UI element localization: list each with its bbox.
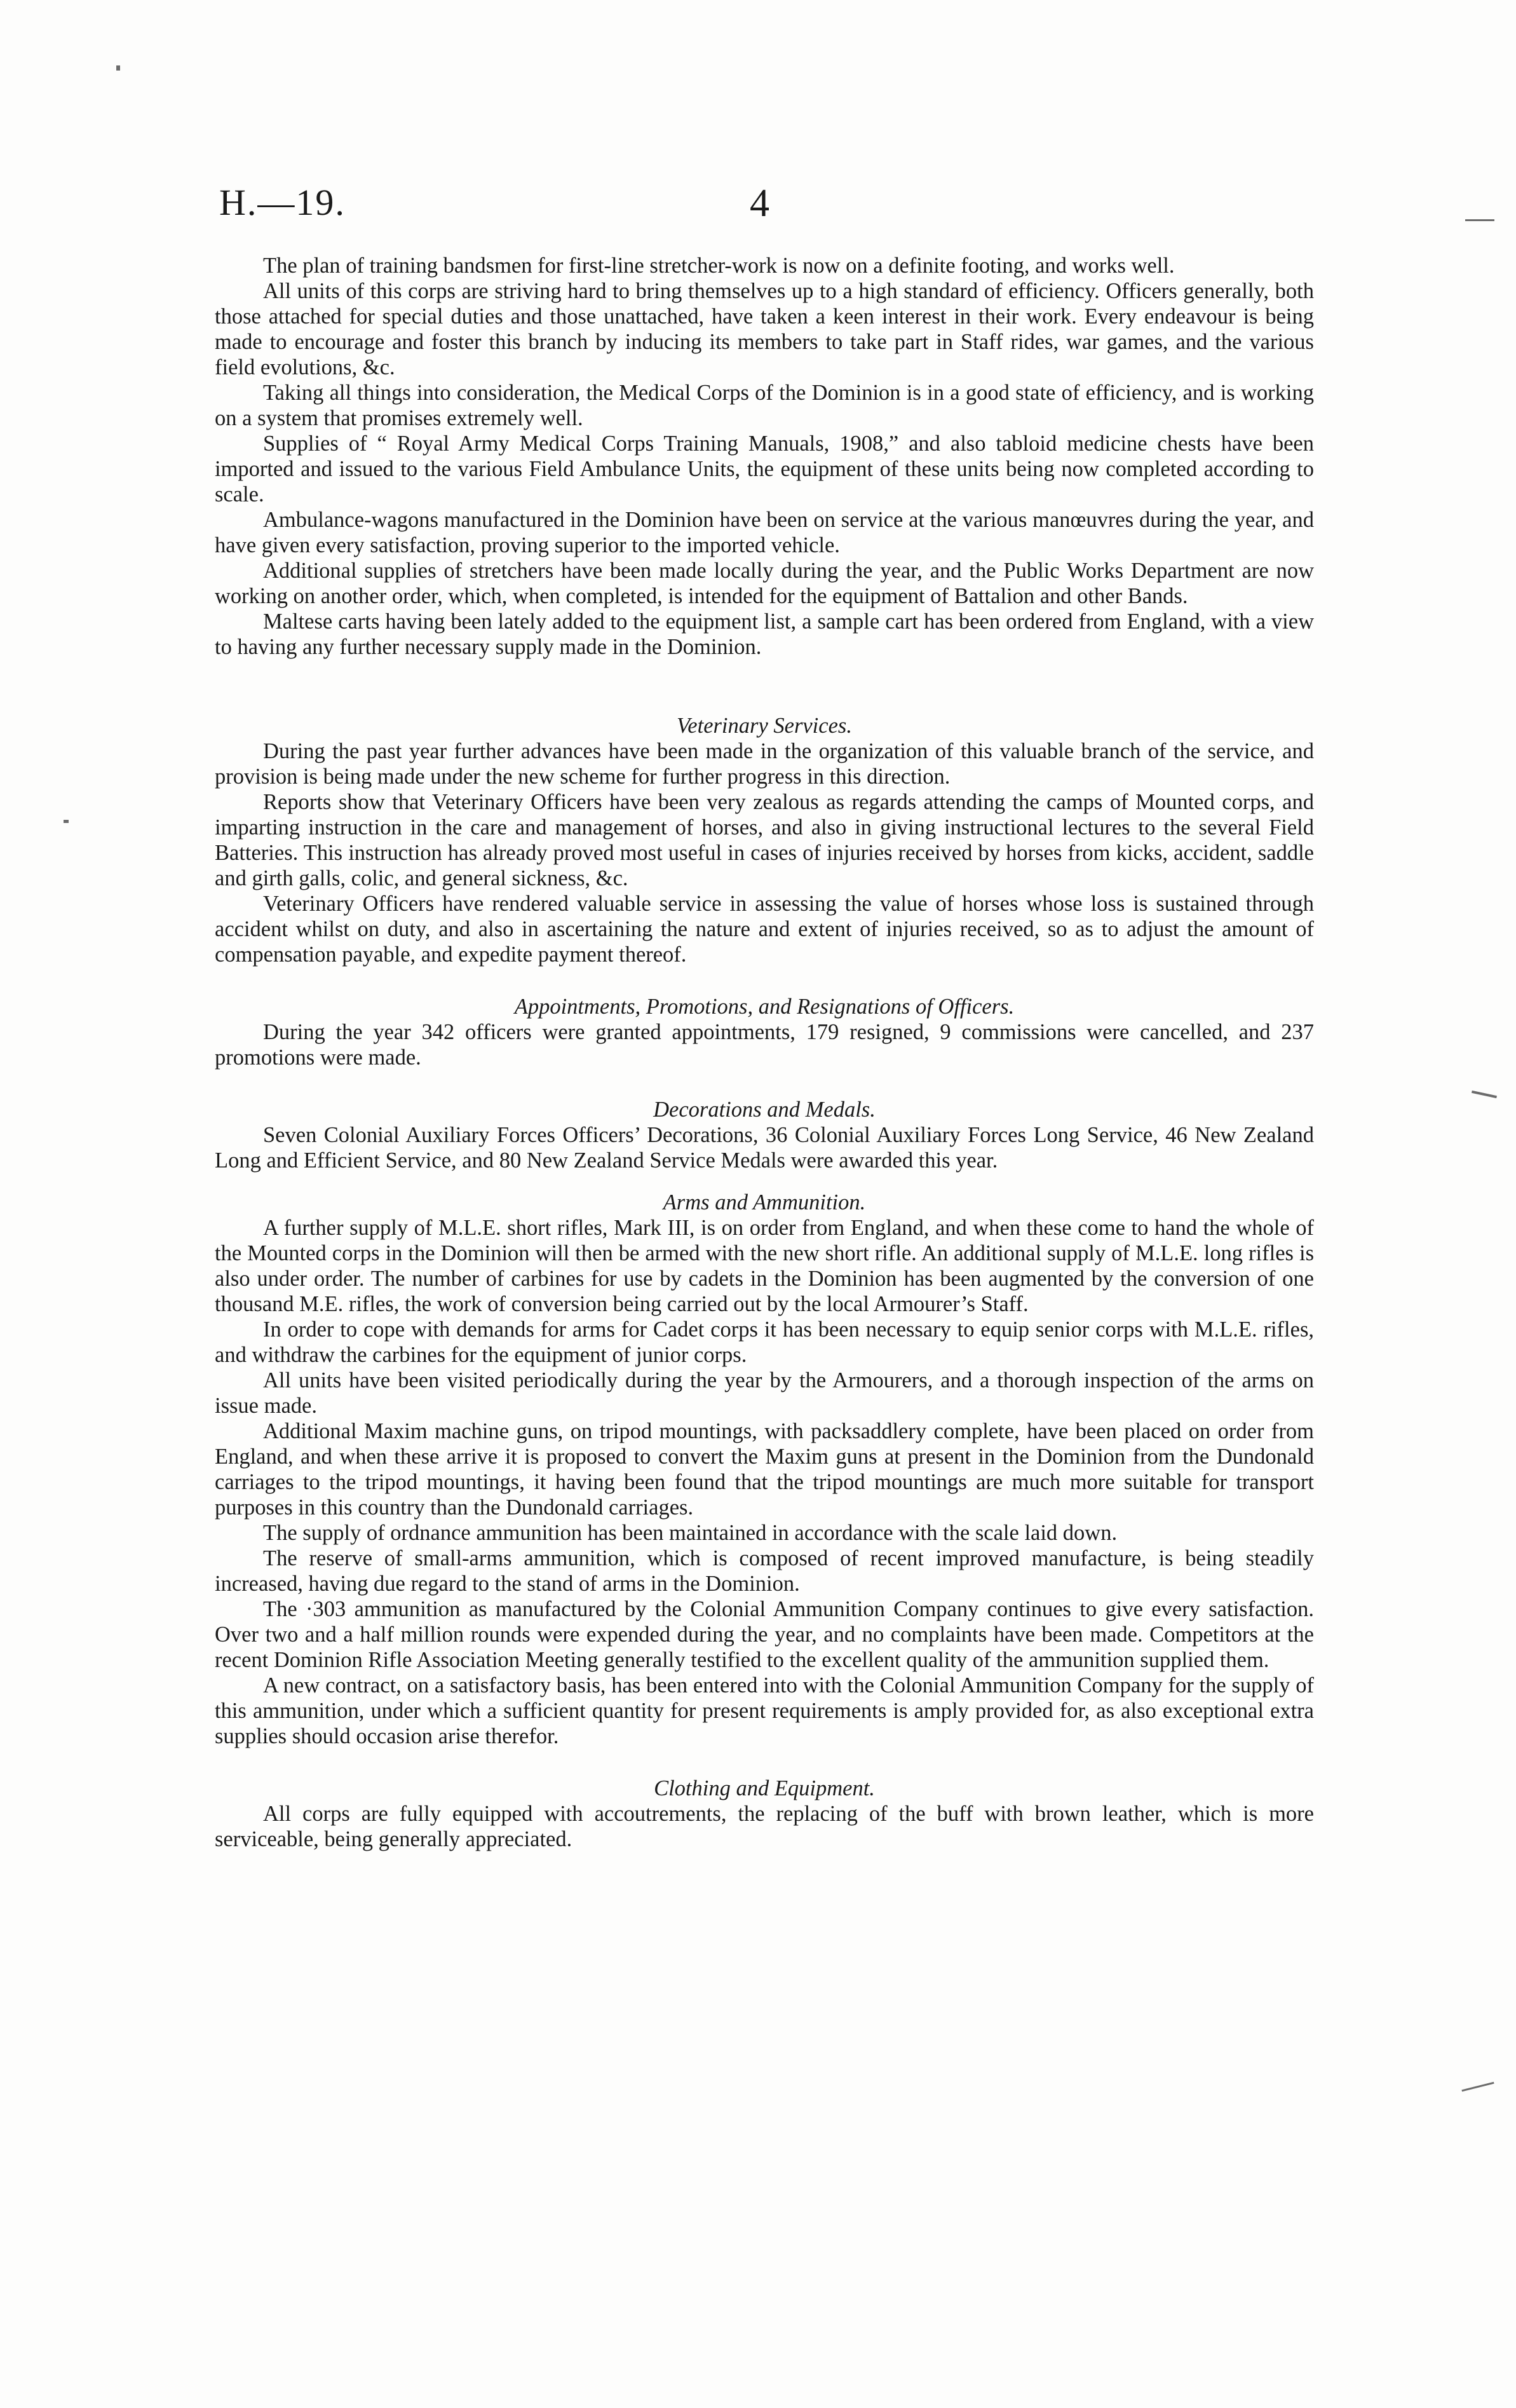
scan-mark bbox=[64, 820, 69, 823]
scan-mark bbox=[1465, 219, 1494, 221]
section-heading-appointments: Appointments, Promotions, and Resignations of Officers. bbox=[514, 995, 1015, 1019]
section-heading-arms: Arms and Ammunition. bbox=[663, 1190, 866, 1214]
paragraph: A new contract, on a satisfactory basis, has been entered into with the Colonial Ammunition Company for the supply of this ammunition, under which a sufficient quantity for present requirements is amply provided for, as also exceptional extra supplies should occasion arise therefor. bbox=[215, 1673, 1314, 1748]
section-heading-decorations: Decorations and Medals. bbox=[653, 1098, 876, 1122]
paragraph: The plan of training bandsmen for first-line stretcher-work is now on a definite footing, and works well. bbox=[263, 254, 1175, 278]
scan-mark bbox=[1472, 1091, 1497, 1098]
main-text bbox=[215, 253, 1314, 1852]
paragraph: Reports show that Veterinary Officers have been very zealous as regards attending the camps of Mounted corps, and imparting instruction in the care and management of horses, and also in giving instructional lectures to the several Field Batteries. This instruction has already proved most useful in cases of injuries received by horses from kicks, accident, saddle and girth galls, colic, and general sickness, &c. bbox=[215, 790, 1314, 890]
paragraph: A further supply of M.L.E. short rifles, Mark III, is on order from England, and when these come to hand the whole of the Mounted corps in the Dominion will then be armed with the new short rifle. An additional supply of M.L.E. long rifles is also under order. The number of carbines for use by cadets in the Dominion has been augmented by the conversion of one thousand M.E. rifles, the work of conversion being carried out by the local Armourer’s Staff. bbox=[215, 1216, 1314, 1316]
section-heading-clothing: Clothing and Equipment. bbox=[654, 1776, 875, 1800]
paragraph: Ambulance-wagons manufactured in the Dominion have been on service at the various manœuvres during the year, and have given every satisfaction, proving superior to the imported vehicle. bbox=[215, 508, 1314, 557]
paragraph: Maltese carts having been lately added to the equipment list, a sample cart has been ordered from England, with a view to having any further necessary supply made in the Dominion. bbox=[215, 609, 1314, 659]
paragraph: In order to cope with demands for arms for Cadet corps it has been necessary to equip senior corps with M.L.E. rifles, and withdraw the carbines for the equipment of junior corps. bbox=[215, 1317, 1314, 1367]
paragraph: Additional Maxim machine guns, on tripod mountings, with packsaddlery complete, have been placed on order from England, and when these arrive it is proposed to convert the Maxim guns at present in the Dominion from the Dundonald carriages to the tripod mountings, it having been found that the tripod mountings are much more suitable for transport purposes in this country than the Dundonald carriages. bbox=[215, 1419, 1314, 1520]
paragraph: All corps are fully equipped with accoutrements, the replacing of the buff with brown leather, which is more serviceable, being generally appreciated. bbox=[215, 1802, 1314, 1851]
paragraph: Additional supplies of stretchers have been made locally during the year, and the Public Works Department are now working on another order, which, when completed, is intended for the equipment of Battalion and other Bands. bbox=[215, 559, 1314, 608]
paragraph: Supplies of “ Royal Army Medical Corps Training Manuals, 1908,” and also tabloid medicine chests have been imported and issued to the various Field Ambulance Units, the equipment of these units being now completed according to scale. bbox=[215, 432, 1314, 507]
paragraph: During the year 342 officers were granted appointments, 179 resigned, 9 commissions were cancelled, and 237 promotions were made. bbox=[215, 1020, 1314, 1070]
page-number: 4 bbox=[750, 182, 769, 225]
paragraph: Veterinary Officers have rendered valuable service in assessing the value of horses whose loss is sustained through accident whilst on duty, and also in ascertaining the nature and extent of injuries received, so as to adjust the amount of compensation payable, and expedite payment thereof. bbox=[215, 892, 1314, 967]
paragraph: The ·303 ammunition as manufactured by the Colonial Ammunition Company continues to give every satisfaction. Over two and a half million rounds were expended during the year, and no complaints have been made. Competitors at the recent Dominion Rifle Association Meeting generally testified to the excellent quality of the ammunition supplied them. bbox=[215, 1597, 1314, 1672]
paragraph: All units have been visited periodically during the year by the Armourers, and a thorough inspection of the arms on issue made. bbox=[215, 1368, 1314, 1418]
scan-mark bbox=[116, 65, 120, 71]
section-heading-veterinary: Veterinary Services. bbox=[677, 714, 852, 738]
paragraph: During the past year further advances have been made in the organization of this valuable branch of the service, and provision is being made under the new scheme for further progress in this direction. bbox=[215, 739, 1314, 789]
document-reference: H.—19. bbox=[219, 182, 346, 223]
paragraph: The supply of ordnance ammunition has been maintained in accordance with the scale laid down. bbox=[263, 1521, 1118, 1545]
paragraph: All units of this corps are striving hard to bring themselves up to a high standard of efficiency. Officers generally, both those attached for special duties and those unattached, have taken a keen interest in their work. Every endeavour is being made to encourage and foster this branch by inducing its members to take part in Staff rides, war games, and the various field evolutions, &c. bbox=[215, 279, 1314, 379]
paragraph: Seven Colonial Auxiliary Forces Officers’ Decorations, 36 Colonial Auxiliary Forces Long Service, 46 New Zealand Long and Efficient Service, and 80 New Zealand Service Medals were awarded this year. bbox=[215, 1123, 1314, 1173]
paragraph: Taking all things into consideration, the Medical Corps of the Dominion is in a good state of efficiency, and is working on a system that promises extremely well. bbox=[215, 381, 1314, 430]
scan-mark bbox=[1461, 2082, 1494, 2092]
paragraph: The reserve of small-arms ammunition, which is composed of recent improved manufacture, is being steadily increased, having due regard to the stand of arms in the Dominion. bbox=[215, 1546, 1314, 1596]
